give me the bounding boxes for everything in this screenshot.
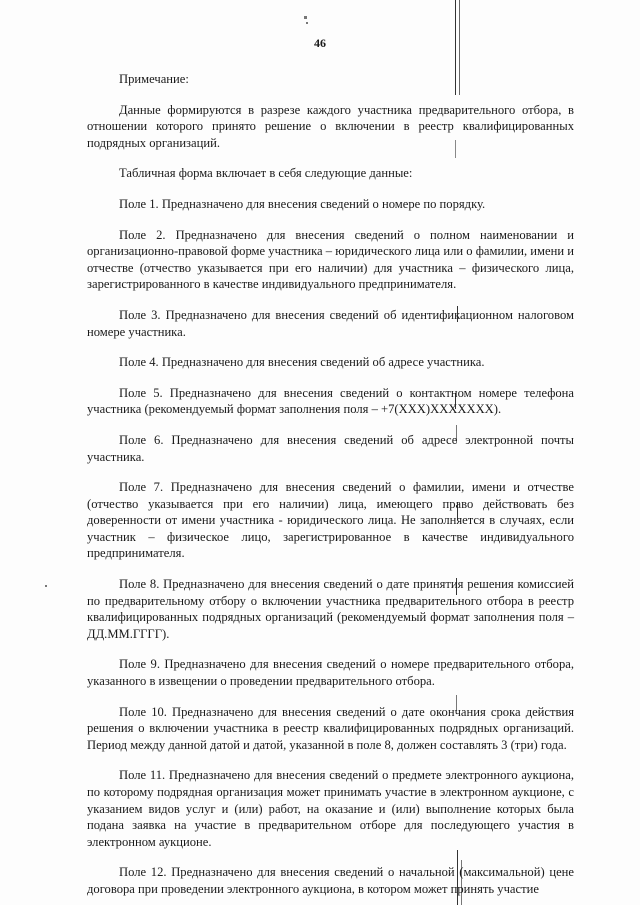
paragraph-field-3: Поле 3. Предназначено для внесения сведений об идентификационном налоговом номере участника. <box>87 307 574 339</box>
document-body <box>87 71 574 898</box>
paragraph-field-8: Поле 8. Предназначено для внесения сведений о дате принятия решения комиссией по предварительному отбору о включении участника предварительного отбора в реестр квалифицированных подрядных организаций (рекомендуемый формат заполнения поля – ДД.ММ.ГГГГ). <box>87 577 574 641</box>
paragraph-field-12: Поле 12. Предназначено для внесения сведений о начальной (максимальной) цене договора при проведении электронного аукциона, в котором может принять участие <box>87 865 574 896</box>
paragraph-field-1: Поле 1. Предназначено для внесения сведений о номере по порядку. <box>119 196 486 211</box>
page-number: 46 <box>314 36 326 50</box>
paragraph-field-10: Поле 10. Предназначено для внесения сведений о дате окончания срока действия решения о включении участника в реестр квалифицированных подрядных организаций. Период между данной датой и датой, указанной в поле 8, должен составлять 3 (три) года. <box>87 704 574 752</box>
scan-speck-3 <box>45 585 47 587</box>
paragraph-field-11: Поле 11. Предназначено для внесения сведений о предмете электронного аукциона, по которому подрядная организация может принимать участие в электронном аукционе, с указанием видов услуг и (или) работ, на оказание и (или) выполнение которых была подана заявка на участие в предварительном отборе для последующего участия в электронном аукционе. <box>87 768 574 849</box>
paragraph-intro: Данные формируются в разрезе каждого участника предварительного отбора, в отношении которого принято решение о включении в реестр квалифицированных подрядных организаций. <box>87 102 574 150</box>
paragraph-field-6: Поле 6. Предназначено для внесения сведений об адресе электронной почты участника. <box>87 432 574 464</box>
paragraph-field-9: Поле 9. Предназначено для внесения сведений о номере предварительного отбора, указанного в извещении о проведении предварительного отбора. <box>87 657 574 689</box>
paragraph-field-4: Поле 4. Предназначено для внесения сведений об адресе участника. <box>119 355 485 370</box>
note-heading: Примечание: <box>119 72 189 86</box>
paragraph-field-2: Поле 2. Предназначено для внесения сведений о полном наименовании и организационно-правовой форме участника – юридического лица или о фамилии, имени и отчестве (отчество указывается при его наличии) для участника – физического лица, зарегистрированного в качестве индивидуального предпринимателя. <box>87 227 574 292</box>
scan-speck-2 <box>306 22 308 24</box>
paragraph-field-5: Поле 5. Предназначено для внесения сведений о контактном номере телефона участника (рекомендуемый формат заполнения поля – +7(XXX)XXXXXXX). <box>87 385 574 417</box>
scan-speck-1 <box>304 16 307 19</box>
paragraph-field-7: Поле 7. Предназначено для внесения сведений о фамилии, имени и отчестве (отчество указывается при его наличии) лица, имеющего право действовать без доверенности от имени участника - юридического лица. Не заполняется в случаях, если участник – физическое лицо, зарегистрированное в качестве индивидуального предпринимателя. <box>87 480 574 561</box>
paragraph-table-form: Табличная форма включает в себя следующие данные: <box>119 166 413 181</box>
